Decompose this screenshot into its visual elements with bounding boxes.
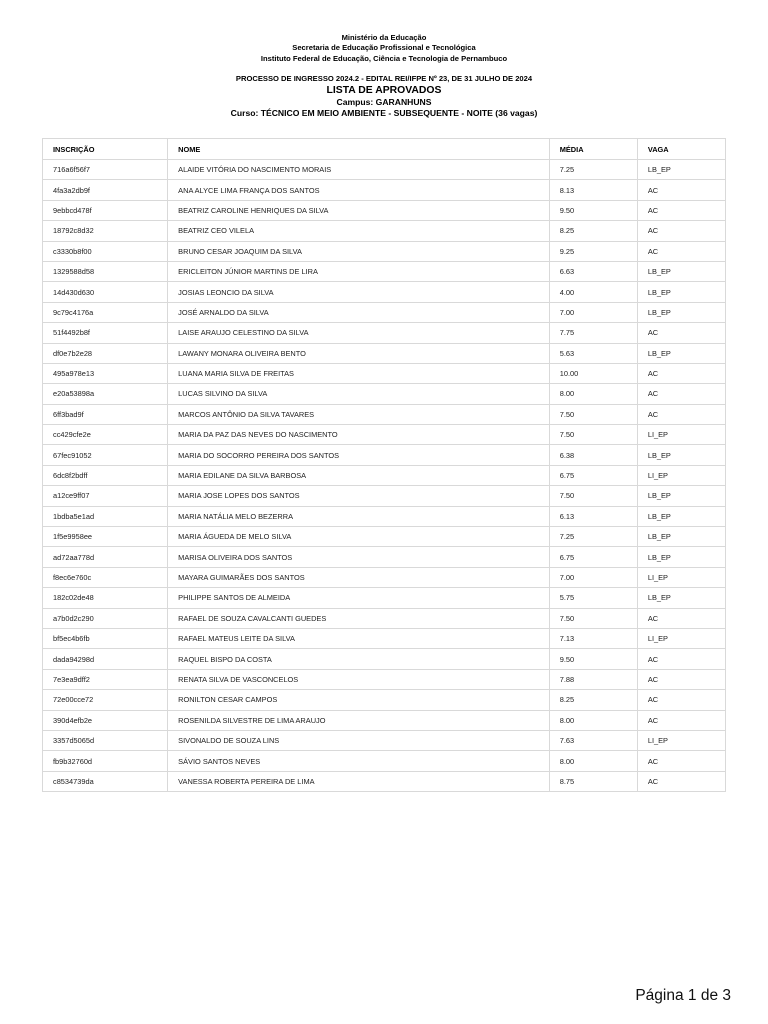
cell-inscricao: 72e00cce72 (43, 690, 168, 710)
table-row (43, 160, 726, 180)
cell-vaga: LI_EP (637, 730, 725, 750)
column-header-media: MÉDIA (549, 139, 637, 160)
cell-nome: SIVONALDO DE SOUZA LINS (168, 730, 550, 750)
table-row (43, 343, 726, 363)
cell-nome: ROSENILDA SILVESTRE DE LIMA ARAUJO (168, 710, 550, 730)
cell-vaga: AC (637, 690, 725, 710)
cell-nome: ANA ALYCE LIMA FRANÇA DOS SANTOS (168, 180, 550, 200)
cell-inscricao: 1bdba5e1ad (43, 506, 168, 526)
cell-inscricao: 495a978e13 (43, 363, 168, 383)
cell-vaga: AC (637, 710, 725, 730)
cell-nome: BEATRIZ CEO VILELA (168, 221, 550, 241)
table-row (43, 567, 726, 587)
cell-inscricao: 1f5e9958ee (43, 527, 168, 547)
cell-inscricao: ad72aa778d (43, 547, 168, 567)
cell-nome: PHILIPPE SANTOS DE ALMEIDA (168, 588, 550, 608)
cell-media: 7.13 (549, 628, 637, 648)
page-number: Página 1 de 3 (635, 987, 731, 1004)
cell-media: 7.63 (549, 730, 637, 750)
cell-media: 7.50 (549, 486, 637, 506)
table-row (43, 751, 726, 771)
table-row (43, 690, 726, 710)
cell-inscricao: 51f4492b8f (43, 323, 168, 343)
cell-inscricao: c3330b8f00 (43, 241, 168, 261)
table-row (43, 323, 726, 343)
cell-vaga: LB_EP (637, 302, 725, 322)
cell-vaga: LB_EP (637, 547, 725, 567)
cell-vaga: LB_EP (637, 445, 725, 465)
cell-media: 7.00 (549, 302, 637, 322)
table-row (43, 282, 726, 302)
cell-inscricao: a12ce9ff07 (43, 486, 168, 506)
cell-inscricao: 6ff3bad9f (43, 404, 168, 424)
list-title: LISTA DE APROVADOS (326, 85, 442, 97)
cell-media: 7.00 (549, 567, 637, 587)
cell-nome: RAQUEL BISPO DA COSTA (168, 649, 550, 669)
cell-inscricao: e20a53898a (43, 384, 168, 404)
cell-inscricao: fb9b32760d (43, 751, 168, 771)
cell-inscricao: 3357d5065d (43, 730, 168, 750)
table-row (43, 506, 726, 526)
table-row (43, 527, 726, 547)
table-row (43, 649, 726, 669)
table-row (43, 608, 726, 628)
cell-nome: LAWANY MONARA OLIVEIRA BENTO (168, 343, 550, 363)
cell-inscricao: dada94298d (43, 649, 168, 669)
approved-list-table (42, 138, 726, 792)
cell-nome: LAISE ARAUJO CELESTINO DA SILVA (168, 323, 550, 343)
institute-name: Instituto Federal de Educação, Ciência e Tecnologia de Pernambuco (260, 53, 508, 63)
cell-media: 7.25 (549, 527, 637, 547)
cell-vaga: AC (637, 363, 725, 383)
table-row (43, 771, 726, 791)
cell-nome: LUCAS SILVINO DA SILVA (168, 384, 550, 404)
cell-vaga: AC (637, 751, 725, 771)
cell-nome: MARIA NATÁLIA MELO BEZERRA (168, 506, 550, 526)
cell-inscricao: 9ebbcd478f (43, 200, 168, 220)
cell-nome: MARISA OLIVEIRA DOS SANTOS (168, 547, 550, 567)
course-name: Curso: TÉCNICO EM MEIO AMBIENTE - SUBSEQUENTE - NOITE (36 vagas) (230, 108, 538, 119)
table-row (43, 200, 726, 220)
cell-vaga: AC (637, 649, 725, 669)
cell-nome: BEATRIZ CAROLINE HENRIQUES DA SILVA (168, 200, 550, 220)
cell-media: 9.25 (549, 241, 637, 261)
cell-inscricao: 7e3ea9dff2 (43, 669, 168, 689)
cell-media: 10.00 (549, 363, 637, 383)
table-row (43, 384, 726, 404)
cell-vaga: AC (637, 384, 725, 404)
cell-nome: MARIA DA PAZ DAS NEVES DO NASCIMENTO (168, 425, 550, 445)
cell-media: 6.75 (549, 547, 637, 567)
cell-nome: BRUNO CESAR JOAQUIM DA SILVA (168, 241, 550, 261)
cell-media: 8.25 (549, 221, 637, 241)
cell-inscricao: f8ec6e760c (43, 567, 168, 587)
table-row (43, 363, 726, 383)
cell-nome: RAFAEL DE SOUZA CAVALCANTI GUEDES (168, 608, 550, 628)
cell-media: 8.00 (549, 710, 637, 730)
cell-media: 8.00 (549, 384, 637, 404)
cell-vaga: AC (637, 669, 725, 689)
cell-media: 7.75 (549, 323, 637, 343)
cell-nome: ERICLEITON JÚNIOR MARTINS DE LIRA (168, 261, 550, 281)
table-row (43, 730, 726, 750)
cell-nome: RAFAEL MATEUS LEITE DA SILVA (168, 628, 550, 648)
cell-media: 5.75 (549, 588, 637, 608)
cell-inscricao: c8534739da (43, 771, 168, 791)
cell-media: 9.50 (549, 200, 637, 220)
cell-nome: JOSÉ ARNALDO DA SILVA (168, 302, 550, 322)
document-header (0, 33, 768, 119)
table-row (43, 547, 726, 567)
cell-vaga: AC (637, 771, 725, 791)
table-row (43, 302, 726, 322)
cell-vaga: AC (637, 221, 725, 241)
cell-vaga: AC (637, 241, 725, 261)
cell-vaga: LB_EP (637, 282, 725, 302)
cell-media: 7.88 (549, 669, 637, 689)
column-header-inscricao: INSCRIÇÃO (43, 139, 168, 160)
cell-inscricao: 18792c8d32 (43, 221, 168, 241)
cell-inscricao: 716a6f56f7 (43, 160, 168, 180)
cell-vaga: LB_EP (637, 527, 725, 547)
cell-inscricao: df0e7b2e28 (43, 343, 168, 363)
column-header-vaga: VAGA (637, 139, 725, 160)
cell-media: 7.50 (549, 404, 637, 424)
cell-vaga: LB_EP (637, 343, 725, 363)
cell-nome: RENATA SILVA DE VASCONCELOS (168, 669, 550, 689)
cell-media: 8.13 (549, 180, 637, 200)
table-row (43, 445, 726, 465)
cell-media: 8.75 (549, 771, 637, 791)
cell-media: 5.63 (549, 343, 637, 363)
cell-inscricao: 9c79c4176a (43, 302, 168, 322)
cell-inscricao: 390d4efb2e (43, 710, 168, 730)
cell-nome: SÁVIO SANTOS NEVES (168, 751, 550, 771)
process-title: PROCESSO DE INGRESSO 2024.2 - EDITAL REI/IFPE Nº 23, DE 31 JULHO DE 2024 (235, 74, 533, 84)
cell-vaga: AC (637, 180, 725, 200)
cell-media: 8.25 (549, 690, 637, 710)
cell-inscricao: 182c02de48 (43, 588, 168, 608)
cell-media: 6.38 (549, 445, 637, 465)
cell-vaga: LB_EP (637, 506, 725, 526)
table-row (43, 465, 726, 485)
cell-media: 4.00 (549, 282, 637, 302)
cell-vaga: LI_EP (637, 567, 725, 587)
column-header-nome: NOME (168, 139, 550, 160)
table-row (43, 221, 726, 241)
cell-vaga: LI_EP (637, 425, 725, 445)
cell-media: 9.50 (549, 649, 637, 669)
cell-nome: RONILTON CESAR CAMPOS (168, 690, 550, 710)
table-row (43, 628, 726, 648)
cell-inscricao: 4fa3a2db9f (43, 180, 168, 200)
cell-vaga: AC (637, 404, 725, 424)
cell-inscricao: 6dc8f2bdff (43, 465, 168, 485)
secretariat-name: Secretaria de Educação Profissional e Tecnológica (292, 43, 476, 53)
cell-nome: MARIA DO SOCORRO PEREIRA DOS SANTOS (168, 445, 550, 465)
cell-vaga: AC (637, 608, 725, 628)
table-row (43, 669, 726, 689)
table-row (43, 486, 726, 506)
cell-media: 6.75 (549, 465, 637, 485)
cell-media: 7.25 (549, 160, 637, 180)
table-row (43, 425, 726, 445)
cell-nome: ALAIDE VITÓRIA DO NASCIMENTO MORAIS (168, 160, 550, 180)
cell-inscricao: bf5ec4b6fb (43, 628, 168, 648)
table-row (43, 261, 726, 281)
cell-vaga: AC (637, 323, 725, 343)
cell-media: 6.13 (549, 506, 637, 526)
table-row (43, 588, 726, 608)
cell-vaga: LB_EP (637, 486, 725, 506)
cell-inscricao: 67fec91052 (43, 445, 168, 465)
cell-vaga: LB_EP (637, 160, 725, 180)
cell-nome: MARIA JOSE LOPES DOS SANTOS (168, 486, 550, 506)
cell-media: 8.00 (549, 751, 637, 771)
table-row (43, 404, 726, 424)
cell-vaga: LB_EP (637, 261, 725, 281)
cell-inscricao: 14d430d630 (43, 282, 168, 302)
cell-vaga: LI_EP (637, 465, 725, 485)
cell-nome: MARCOS ANTÔNIO DA SILVA TAVARES (168, 404, 550, 424)
cell-nome: LUANA MARIA SILVA DE FREITAS (168, 363, 550, 383)
cell-nome: MARIA EDILANE DA SILVA BARBOSA (168, 465, 550, 485)
cell-nome: MAYARA GUIMARÃES DOS SANTOS (168, 567, 550, 587)
cell-nome: JOSIAS LEONCIO DA SILVA (168, 282, 550, 302)
cell-nome: VANESSA ROBERTA PEREIRA DE LIMA (168, 771, 550, 791)
table-row (43, 241, 726, 261)
cell-inscricao: cc429cfe2e (43, 425, 168, 445)
cell-inscricao: 1329588d58 (43, 261, 168, 281)
cell-vaga: LI_EP (637, 628, 725, 648)
cell-media: 7.50 (549, 608, 637, 628)
table-header-row (43, 139, 726, 160)
cell-media: 6.63 (549, 261, 637, 281)
table-row (43, 710, 726, 730)
table-body (43, 160, 726, 792)
table-row (43, 180, 726, 200)
cell-vaga: LB_EP (637, 588, 725, 608)
cell-media: 7.50 (549, 425, 637, 445)
cell-inscricao: a7b0d2c290 (43, 608, 168, 628)
cell-vaga: AC (637, 200, 725, 220)
cell-nome: MARIA ÁGUEDA DE MELO SILVA (168, 527, 550, 547)
campus-name: Campus: GARANHUNS (336, 97, 432, 108)
ministry-name: Ministério da Educação (341, 33, 427, 42)
